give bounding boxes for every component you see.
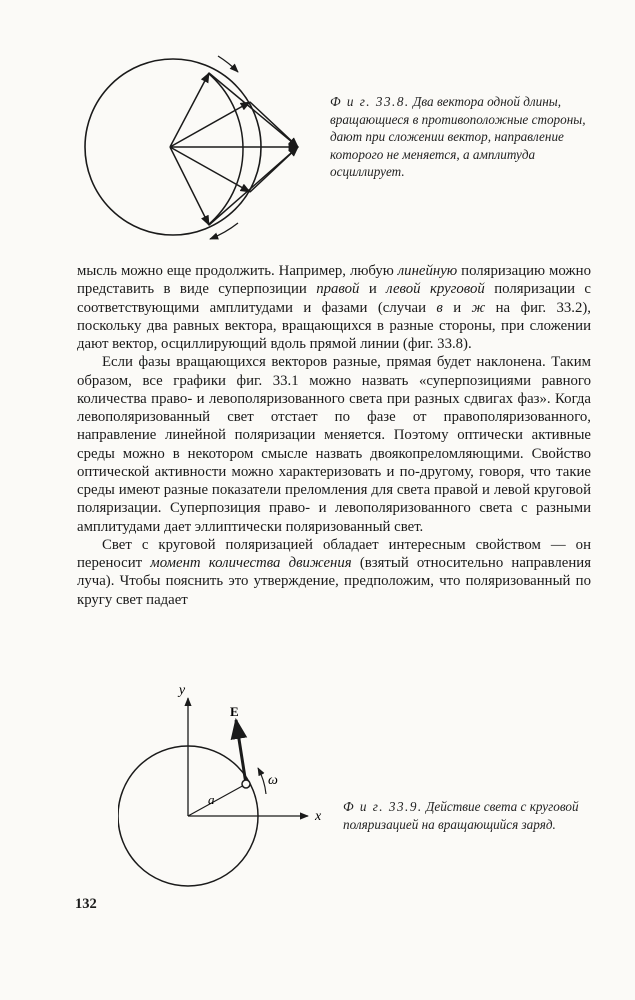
text-run: мысль можно еще продолжить. Например, любую — [77, 263, 398, 279]
caption-label: Ф и г. 33.9. — [343, 799, 423, 814]
figure-33-8-caption — [330, 93, 588, 181]
caption-label: Ф и г. 33.8. — [330, 94, 410, 109]
vector-from-bottom — [209, 147, 298, 225]
right-arc — [208, 73, 243, 225]
caption-text: Два вектора одной длины, вращающиеся в противоположные стороны, дают при сложении вектор, направление которого не меняется, а амплитуда осциллирует. — [330, 94, 586, 179]
text-run: (взятый относительно направления луча). Чтобы пояснить это утверждение, предположим, что поляризованный по кругу свет падает — [77, 555, 591, 608]
page-number: 132 — [75, 896, 97, 912]
text-run: на фиг. 33.2), поскольку два равных вектора, вращающихся в разные стороны, при сложении дают вектор, осциллирующий вдоль прямой линии (фиг. 33.8). — [77, 299, 591, 352]
text-run: поляризации с соответствующими амплитудами и фазами (случаи — [77, 281, 591, 316]
figure-33-9-caption — [343, 798, 585, 833]
body-text — [77, 262, 591, 609]
vector-from-upper — [250, 102, 298, 147]
vector-label: E — [230, 704, 239, 719]
radius-line — [188, 784, 246, 816]
paragraph-2: Если фазы вращающихся векторов разные, прямая будет наклонена. Таким образом, все графики фиг. 33.1 можно назвать «суперпозициями равного количества право- и левополяризованного света при разных сдвигах фаз». Когда левополяризованный свет отстает по фазе от правополяризованного, направление линейной поляризации меняется. Поэтому оптически активные среды можно в некотором смысле назвать двоякопреломляющими. Свойство оптической активности можно характеризовать и по-другому, говоря, что такие среды имеют разные показатели преломления для света правой и левой круговой поляризации. Суперпозиция право- и левополяризованного света с разными амплитудами дает эллиптически поляризованный свет. — [77, 354, 591, 535]
text-run: и — [442, 299, 472, 316]
italic-term: правой — [316, 281, 360, 298]
italic-term: ж — [471, 299, 486, 316]
omega-arrow — [258, 768, 266, 794]
charge — [242, 780, 250, 788]
italic-term: левой круговой — [386, 281, 485, 298]
radius-label: a — [208, 792, 215, 807]
caption-text: Действие света с круговой поляризацией на вращающийся заряд. — [343, 799, 579, 832]
y-axis-label: y — [178, 683, 186, 698]
italic-term: момент количества движения — [150, 555, 352, 571]
omega-label: ω — [268, 773, 278, 788]
text-run: и — [359, 281, 387, 298]
text-run: поляризацию можно представить в виде суперпозиции — [77, 263, 591, 298]
paragraph-3 — [77, 536, 591, 609]
field-vector — [236, 720, 246, 784]
x-axis-label: x — [315, 809, 322, 824]
italic-term: в — [436, 299, 443, 316]
text-run: Свет с круговой поляризацией обладает интересным свойством — он переносит — [77, 536, 591, 571]
italic-term: линейную — [397, 263, 458, 279]
vector-from-top — [209, 73, 298, 147]
figure-33-9 — [118, 680, 338, 895]
figure-33-8 — [58, 40, 318, 255]
paragraph-1 — [77, 262, 591, 353]
rotation-arrow-top — [218, 56, 238, 72]
